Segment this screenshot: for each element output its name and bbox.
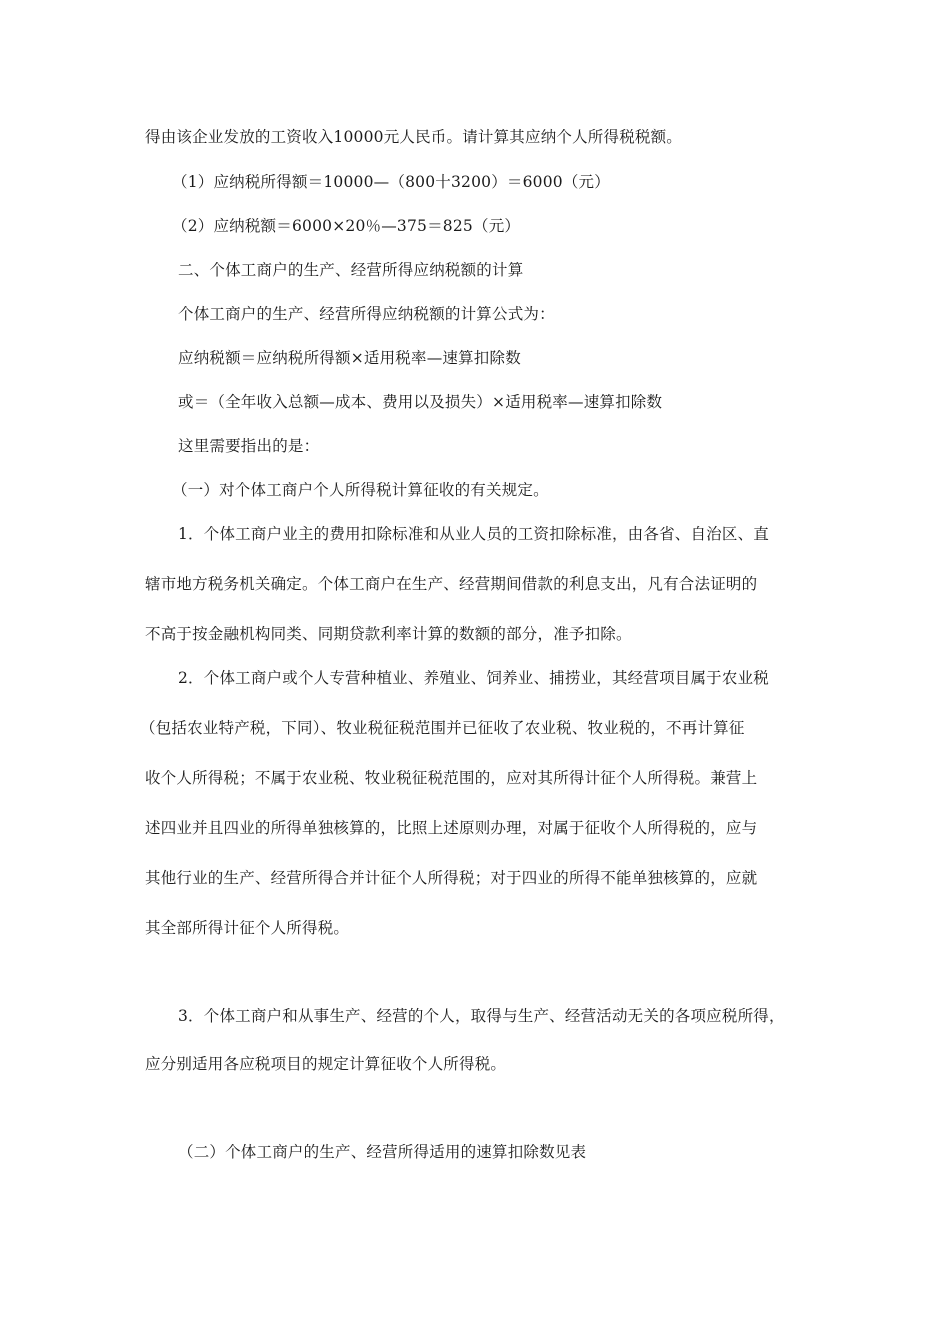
text-line: 个体工商户的生产、经营所得应纳税额的计算公式为： — [178, 305, 555, 323]
text-line: （2）应纳税额＝6000×20％—375＝825（元） — [172, 217, 521, 235]
paragraph-line: 不高于按金融机构同类、同期贷款利率计算的数额的部分，准予扣除。 — [145, 625, 632, 643]
paragraph-line: 3．个体工商户和从事生产、经营的个人，取得与生产、经营活动无关的各项应税所得， — [178, 1007, 785, 1025]
subsection-heading: （二）个体工商户的生产、经营所得适用的速算扣除数见表 — [178, 1143, 587, 1161]
text-line: 得由该企业发放的工资收入10000元人民币。请计算其应纳个人所得税税额。 — [145, 128, 683, 146]
paragraph-line: 收个人所得税；不属于农业税、牧业税征税范围的，应对其所得计征个人所得税。兼营上 — [145, 769, 758, 787]
paragraph-line: 其他行业的生产、经营所得合并计征个人所得税；对于四业的所得不能单独核算的，应就 — [145, 869, 758, 887]
paragraph-line: 述四业并且四业的所得单独核算的，比照上述原则办理，对属于征收个人所得税的，应与 — [145, 819, 758, 837]
formula-line: 应纳税额＝应纳税所得额×适用税率—速算扣除数 — [178, 349, 521, 367]
paragraph-line: 辖市地方税务机关确定。个体工商户在生产、经营期间借款的利息支出，凡有合法证明的 — [145, 575, 758, 593]
paragraph-line: 1．个体工商户业主的费用扣除标准和从业人员的工资扣除标准，由各省、自治区、直 — [178, 525, 769, 543]
formula-line: 或＝（全年收入总额—成本、费用以及损失）×适用税率—速算扣除数 — [178, 393, 663, 411]
text-line: 这里需要指出的是： — [178, 437, 320, 455]
paragraph-line: 2．个体工商户或个人专营种植业、养殖业、饲养业、捕捞业，其经营项目属于农业税 — [178, 669, 769, 687]
section-heading: 二、个体工商户的生产、经营所得应纳税额的计算 — [178, 261, 524, 279]
paragraph-line: 应分别适用各应税项目的规定计算征收个人所得税。 — [145, 1055, 507, 1073]
text-line: （1）应纳税所得额＝10000—（800十3200）＝6000（元） — [172, 173, 610, 191]
subsection-heading: （一）对个体工商户个人所得税计算征收的有关规定。 — [172, 481, 549, 499]
paragraph-line: （包括农业特产税，下同）、牧业税征税范围并已征收了农业税、牧业税的，不再计算征 — [140, 719, 745, 737]
paragraph-line: 其全部所得计征个人所得税。 — [145, 919, 350, 937]
